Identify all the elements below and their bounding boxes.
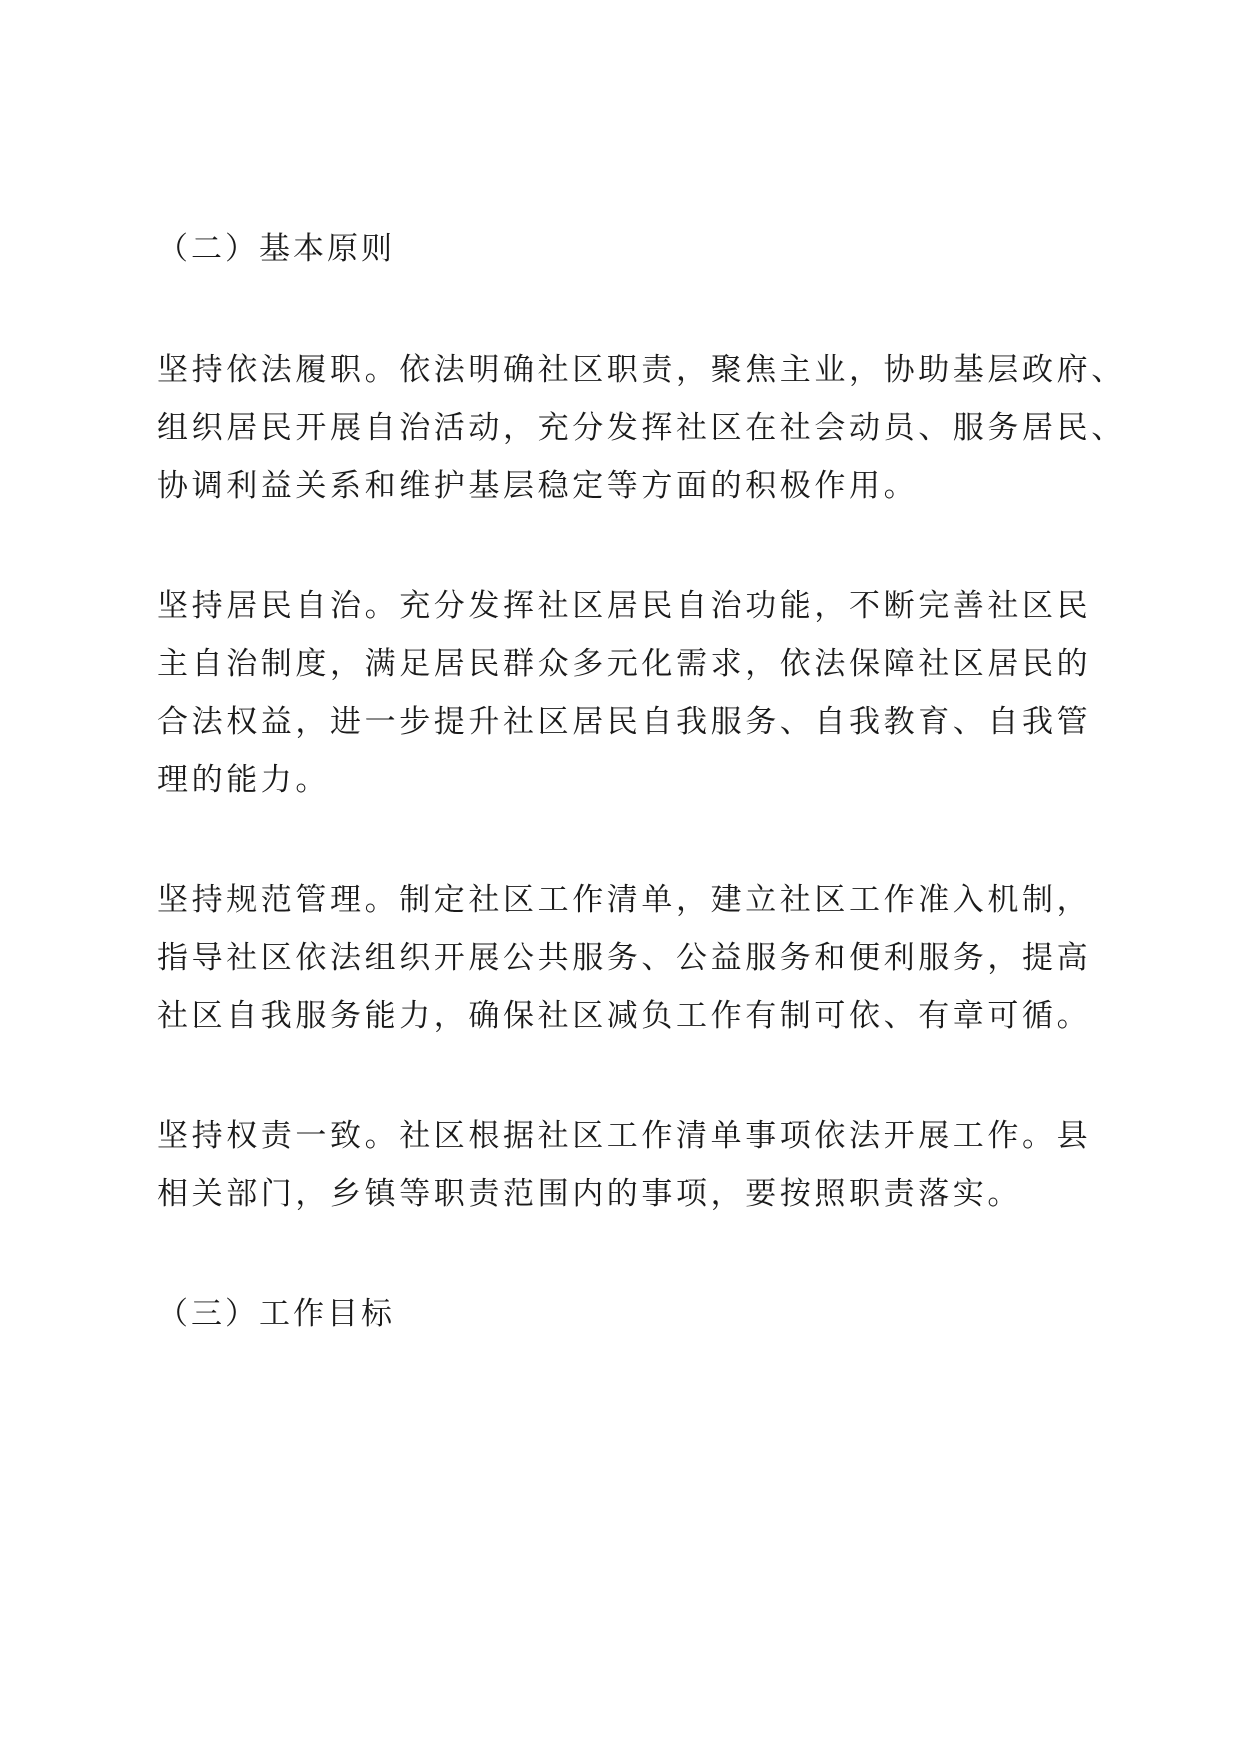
- paragraph-line: 主自治制度，满足居民群众多元化需求，依法保障社区居民的: [157, 646, 1092, 682]
- paragraph-line: 坚持权责一致。社区根据社区工作清单事项依法开展工作。县: [157, 1118, 1092, 1154]
- paragraph-line: 组织居民开展自治活动，充分发挥社区在社会动员、服务居民、: [157, 410, 1126, 446]
- paragraph-line: 坚持规范管理。制定社区工作清单，建立社区工作准入机制，: [157, 882, 1092, 918]
- paragraph-line: 坚持依法履职。依法明确社区职责，聚焦主业，协助基层政府、: [157, 352, 1126, 388]
- paragraph-line: 理的能力。: [157, 762, 330, 798]
- section-heading-principles: （二）基本原则: [157, 231, 395, 267]
- paragraph-line: 坚持居民自治。充分发挥社区居民自治功能，不断完善社区民: [157, 588, 1092, 624]
- paragraph-line: 协调利益关系和维护基层稳定等方面的积极作用。: [157, 468, 919, 504]
- paragraph-line: 合法权益，进一步提升社区居民自我服务、自我教育、自我管: [157, 704, 1092, 740]
- paragraph-line: 社区自我服务能力，确保社区减负工作有制可依、有章可循。: [157, 998, 1092, 1034]
- section-heading-goals: （三）工作目标: [157, 1296, 395, 1332]
- paragraph-line: 指导社区依法组织开展公共服务、公益服务和便利服务，提高: [157, 940, 1092, 976]
- paragraph-line: 相关部门，乡镇等职责范围内的事项，要按照职责落实。: [157, 1176, 1022, 1212]
